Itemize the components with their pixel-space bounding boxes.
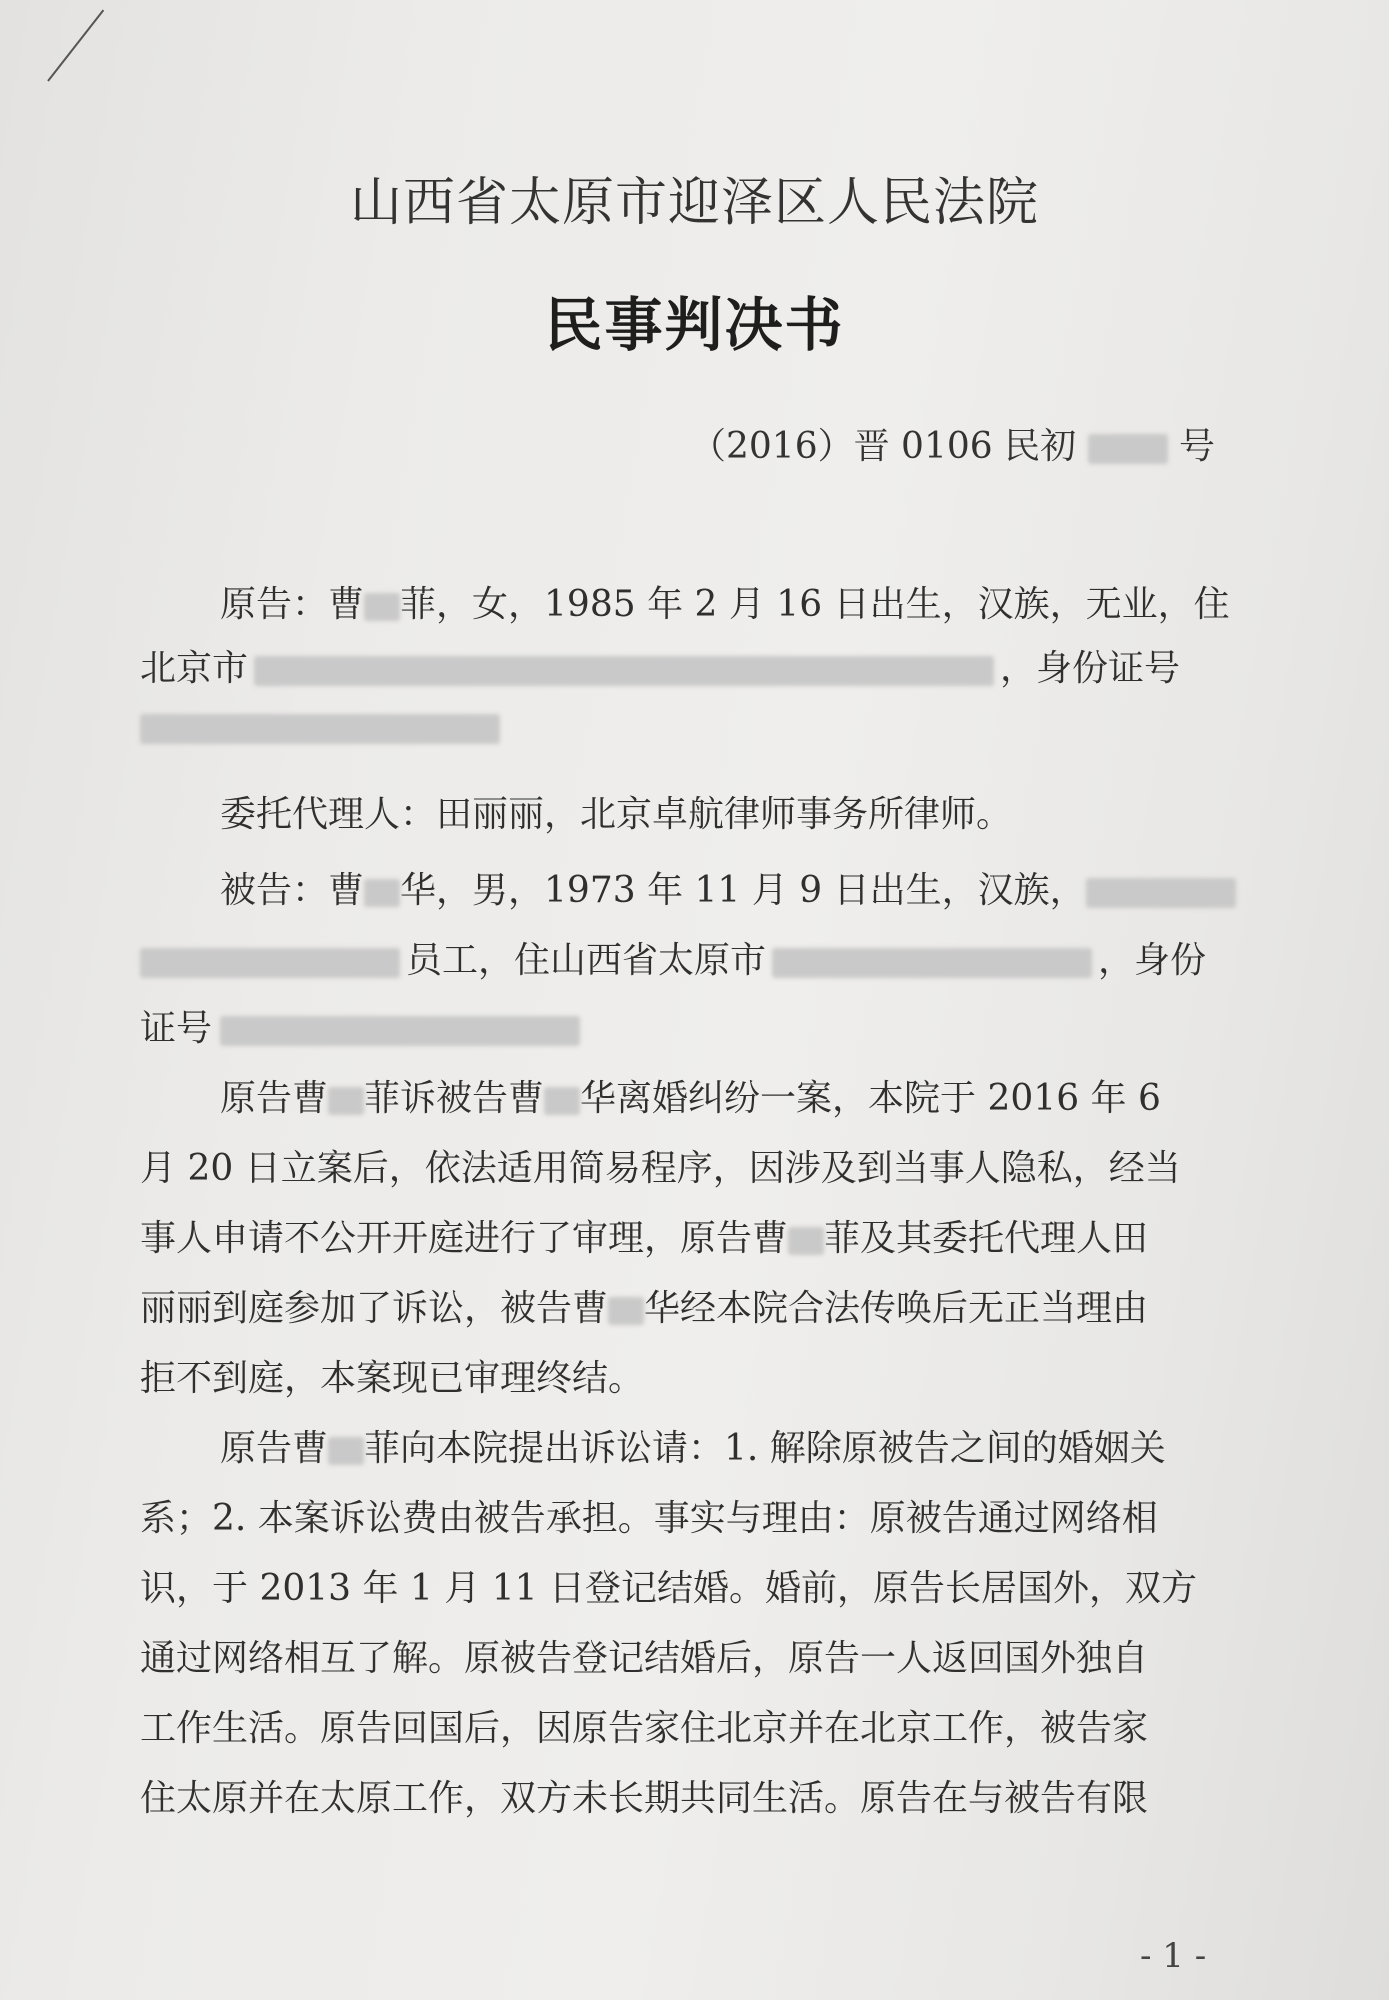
text-line: 丽丽到庭参加了诉讼，被告曹 华经本院合法传唤后无正当理由 bbox=[140, 1288, 1149, 1329]
text-line: 系；2. 本案诉讼费由被告承担。事实与理由：原被告通过网络相 bbox=[140, 1498, 1158, 1539]
text-line: 月 20 日立案后，依法适用简易程序，因涉及到当事人隐私，经当 bbox=[140, 1148, 1181, 1189]
case-number bbox=[690, 418, 1215, 469]
text-line: 住太原并在太原工作，双方未长期共同生活。原告在与被告有限 bbox=[140, 1778, 1149, 1819]
redacted-block bbox=[608, 1297, 644, 1325]
redacted-block bbox=[788, 1227, 824, 1255]
text-line: 原告曹 菲诉被告曹 华离婚纠纷一案，本院于 2016 年 6 bbox=[220, 1078, 1161, 1119]
text-line: 拒不到庭，本案现已审理终结。 bbox=[140, 1358, 645, 1399]
redacted-block bbox=[772, 948, 1092, 978]
text-line: 员工，住山西省太原市 ，身份 bbox=[140, 932, 1206, 983]
redacted-block bbox=[220, 1016, 580, 1046]
redacted-block bbox=[328, 1437, 364, 1465]
text-line: 证号 bbox=[140, 1000, 580, 1051]
case-number-suffix: 号 bbox=[1179, 426, 1216, 467]
court-name: 山西省太原市迎泽区人民法院 bbox=[349, 173, 1039, 233]
text-line: 识，于 2013 年 1 月 11 日登记结婚。婚前，原告长居国外，双方 bbox=[140, 1568, 1197, 1609]
redacted-block bbox=[140, 948, 400, 978]
redacted-block bbox=[364, 879, 400, 907]
redacted-block bbox=[140, 714, 500, 744]
text-line: 委托代理人：田丽丽，北京卓航律师事务所律师。 bbox=[220, 794, 1013, 835]
redacted-block bbox=[1088, 434, 1168, 464]
text-line: 工作生活。原告回国后，因原告家住北京并在北京工作，被告家 bbox=[140, 1708, 1149, 1749]
text-line: 通过网络相互了解。原被告登记结婚后，原告一人返回国外独自 bbox=[140, 1638, 1149, 1679]
text-line: 被告：曹 华，男，1973 年 11 月 9 日出生，汉族， bbox=[220, 862, 1236, 913]
text-line: 北京市 ，身份证号 bbox=[140, 648, 1181, 689]
redacted-block bbox=[364, 593, 400, 621]
text-line bbox=[140, 706, 500, 747]
text-line: 原告：曹 菲，女，1985 年 2 月 16 日出生，汉族，无业，住 bbox=[220, 584, 1230, 625]
redacted-block bbox=[328, 1087, 364, 1115]
case-number-prefix: （2016）晋 0106 民初 bbox=[690, 426, 1077, 467]
redacted-block bbox=[544, 1087, 580, 1115]
redacted-block bbox=[1086, 878, 1236, 908]
text-line: 原告曹 菲向本院提出诉讼请：1. 解除原被告之间的婚姻关 bbox=[220, 1428, 1166, 1469]
redacted-block bbox=[254, 656, 994, 686]
pen-stroke-mark bbox=[47, 9, 104, 81]
text-line: 事人申请不公开开庭进行了审理，原告曹 菲及其委托代理人田 bbox=[140, 1218, 1149, 1259]
document-title: 民事判决书 bbox=[544, 291, 845, 359]
page-number: - 1 - bbox=[1140, 1936, 1207, 1976]
